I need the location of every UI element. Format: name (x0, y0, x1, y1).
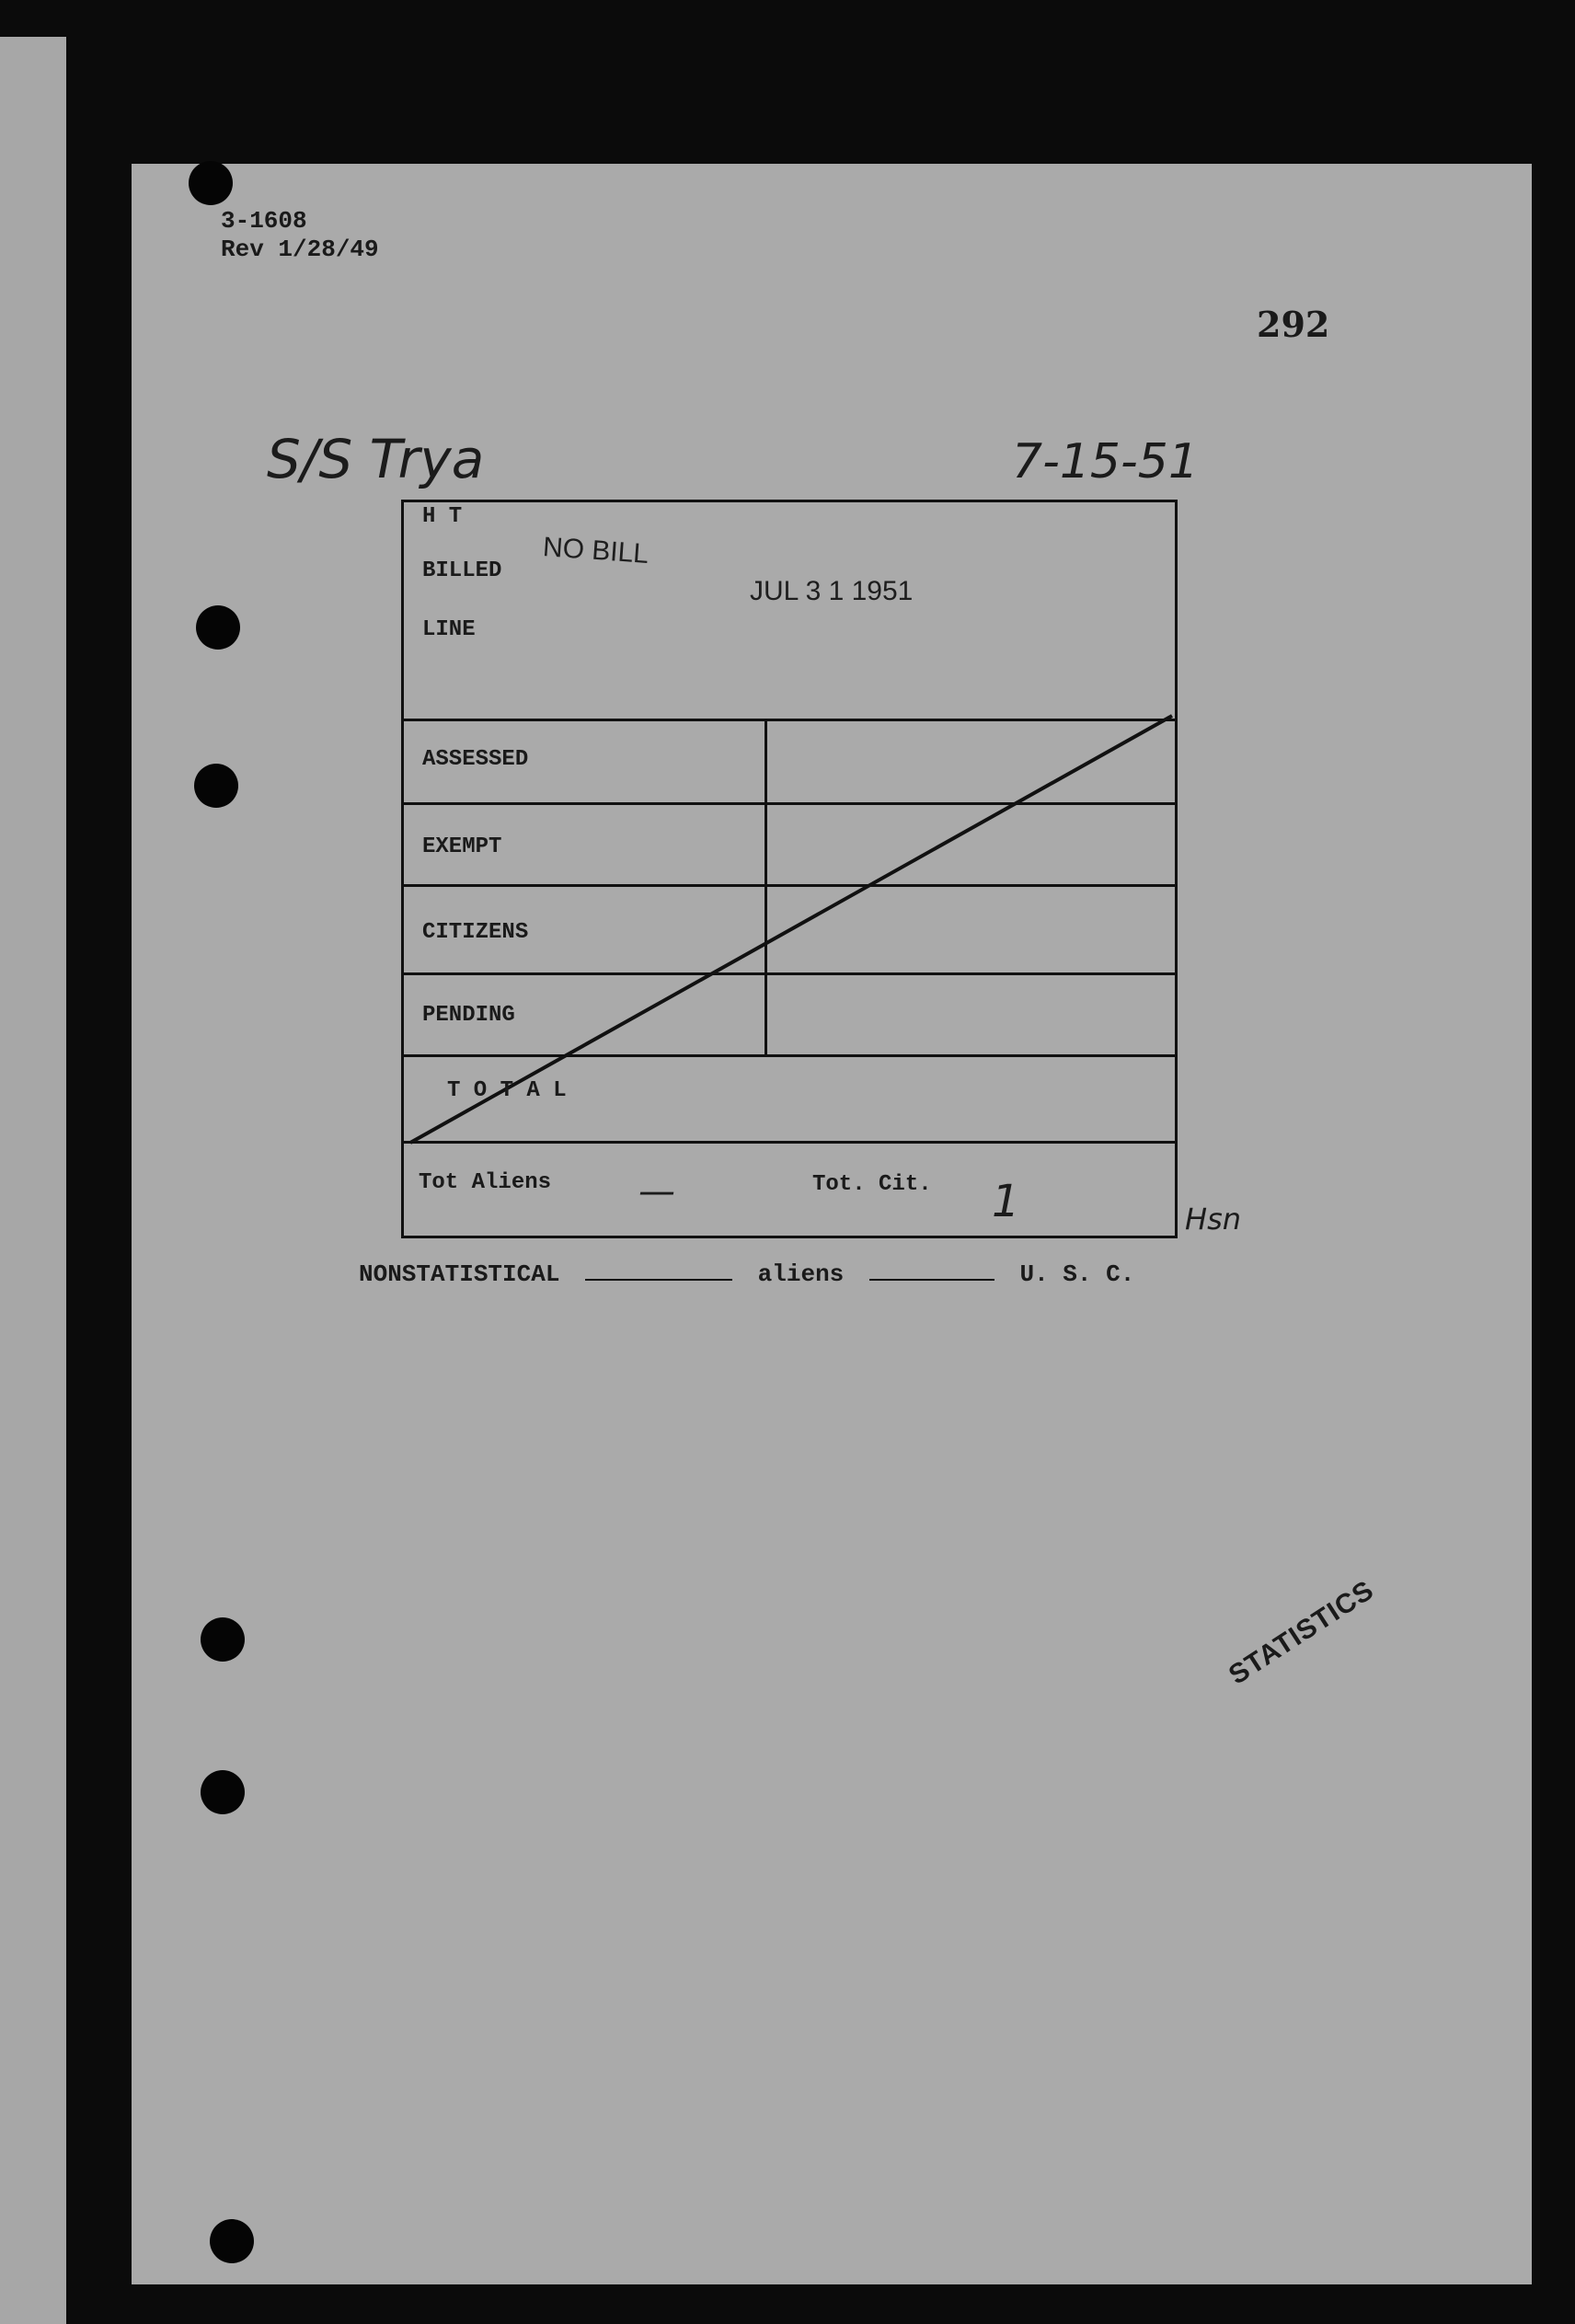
label-nonstatistical: NONSTATISTICAL (359, 1260, 560, 1288)
blank-line (585, 1279, 732, 1281)
label-aliens: aliens (757, 1260, 845, 1288)
handwritten-tot-aliens: — (638, 1170, 675, 1213)
handwritten-initials: Hsn (1185, 1202, 1242, 1237)
label-total: T O T A L (447, 1078, 567, 1103)
label-tot-aliens: Tot Aliens (419, 1170, 552, 1195)
form-number: 3-1608 (221, 207, 307, 235)
no-bill-stamp: NO BILL (542, 532, 650, 569)
label-ht: H T (422, 504, 463, 529)
label-exempt: EXEMPT (422, 834, 502, 859)
form-revision: Rev 1/28/49 (221, 236, 379, 263)
page-number: 292 (1257, 304, 1330, 345)
received-date-stamp: JUL 3 1 1951 (750, 576, 914, 606)
label-usc: U. S. C. (1019, 1260, 1135, 1288)
blank-line (869, 1279, 994, 1281)
handwritten-ship-name: S/S Trya (267, 428, 485, 490)
nonstatistical-line (359, 1260, 1134, 1288)
label-assessed: ASSESSED (422, 747, 529, 772)
label-tot-cit: Tot. Cit. (812, 1172, 932, 1197)
label-citizens: CITIZENS (422, 920, 529, 945)
statistics-stamp: STATISTICS (1224, 1574, 1380, 1691)
label-billed: BILLED (422, 558, 502, 583)
handwritten-date: 7-15-51 (1012, 434, 1199, 489)
label-pending: PENDING (422, 1003, 515, 1028)
label-line: LINE (422, 617, 476, 642)
handwritten-tot-cit: 1 (992, 1176, 1020, 1227)
